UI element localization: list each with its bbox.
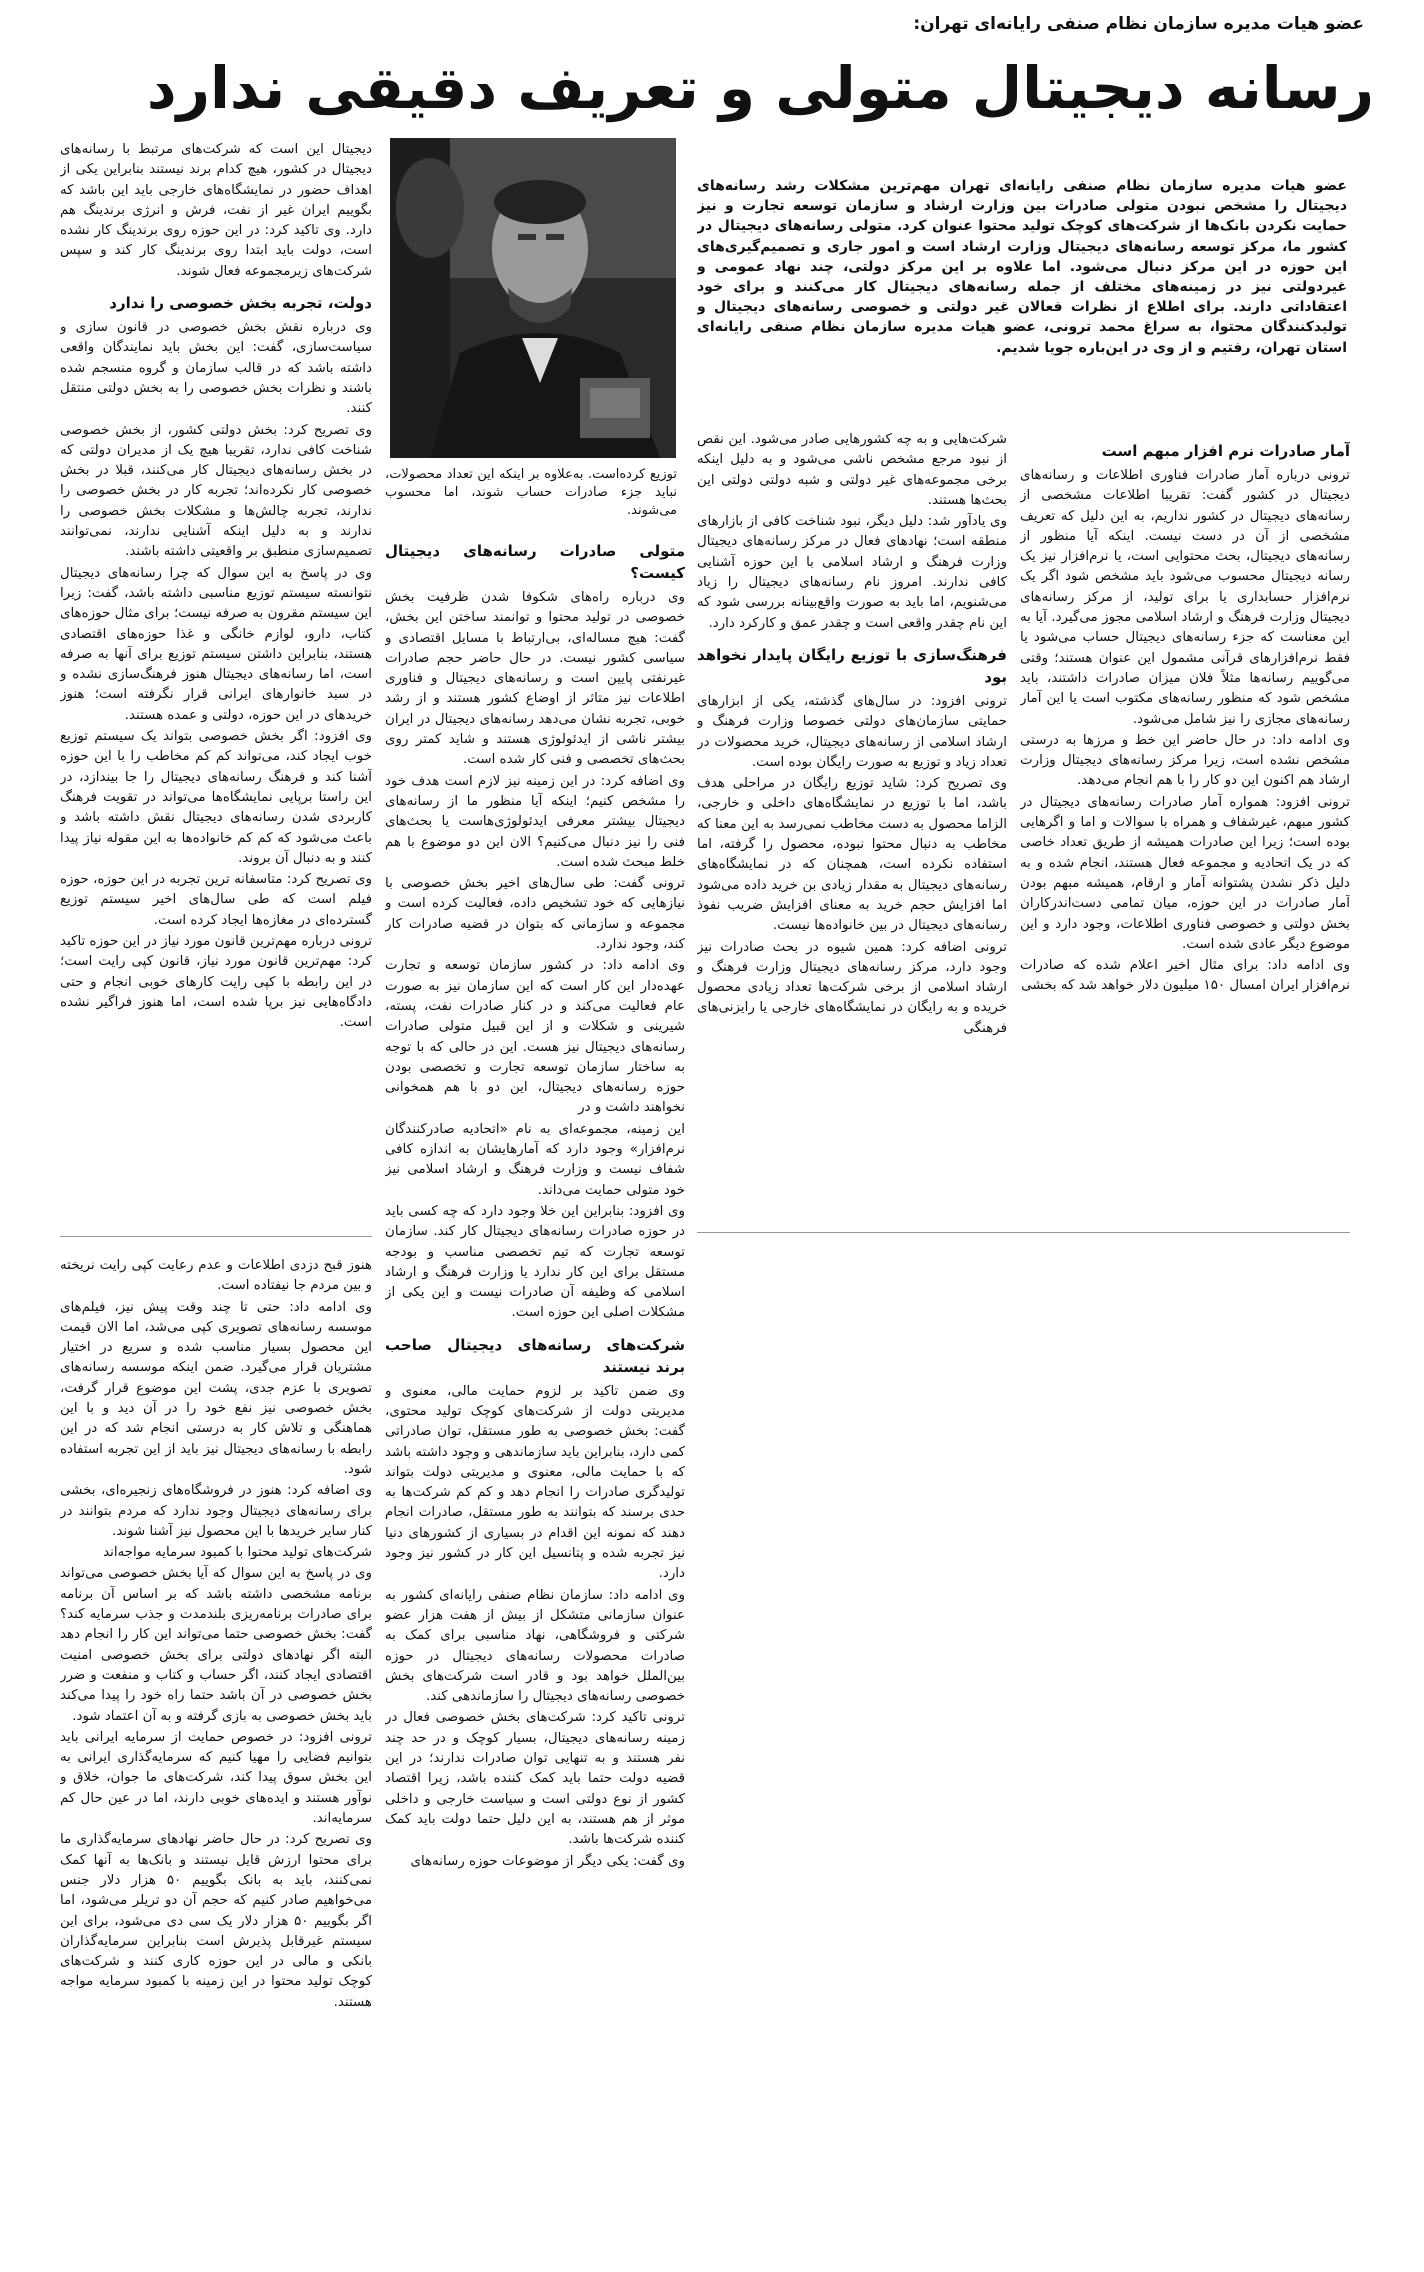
section-heading: متولی صادرات رسانه‌های دیجیتال کیست؟ bbox=[385, 542, 685, 582]
paragraph: این زمینه، مجموعه‌ای به نام «اتحادیه صادرکنندگان نرم‌افزار» وجود دارد که آمارهایشان به اندازه کافی شفاف نیست و وزارت فرهنگ و ارشاد اسلامی نیز خود متولی حمایت می‌داند. bbox=[385, 1121, 685, 1198]
article-kicker: عضو هیات مدیره سازمان نظام صنفی رایانه‌ای تهران: bbox=[913, 14, 1364, 34]
paragraph: ترونی افزود: در خصوص حمایت از سرمایه ایرانی باید بتوانیم فضایی را مهیا کنیم که سرمایه‌گذاری ایرانی به این بخش سوق پیدا کند، شرکت‌های ما جوان، خلاق و نوآور هستند و ایده‌های خوبی دارند، اما در عین حال کم سرمایه‌اند. bbox=[60, 1729, 372, 1827]
paragraph: وی اضافه کرد: در این زمینه نیز لازم است هدف خود را مشخص کنیم؛ اینکه آیا منظور ما از رسانه‌های دیجیتال بیشتر معرفی ایدئولوژی‌هاست یا بحث‌های فنی را نیز دنبال می‌کنیم؟ الان این دو موضوع با هم خلط مبحث شده است. bbox=[385, 773, 685, 870]
paragraph: وی تصریح کرد: شاید توزیع رایگان در مراحلی هدف باشد، اما با توزیع در نمایشگاه‌های داخلی و خارجی، الزاما محصول به دست مخاطب نمی‌رسد به این معنا که مخاطب به دنبال محتوا نبوده، محصول را گرفته، اما استفاده نکرده است، همچنان که در نمایشگاه‌های رسانه‌های دیجیتال به مقدار زیادی بن خرید داده می‌شود اما افزایش حجم خرید به معنای افزایش ضریب نفوذ رسانه‌های دیجیتال در بین خانواده‌ها نیست. bbox=[697, 776, 1007, 934]
paragraph: ترونی درباره آمار صادرات فناوری اطلاعات و رسانه‌های دیجیتال در کشور گفت: تقریبا اطلاعات مشخصی از رسانه‌های دیجیتال در کشور نداریم، به این دلیل که تعریف مشخصی از آن در دست نیست. اینکه آیا منظور از رسانه‌های دیجیتال، بحث محتوایی است، یا نرم‌افزار نیز یک رسانه دیجیتال محسوب می‌شود باید مشخص شود اگر یک نرم‌افزار حسابداری یا برای تولید، از مرکز رسانه‌های دیجیتال وزارت فرهنگ و ارشاد اسلامی مجوز می‌گیرد. آیا به این معناست که جزء رسانه‌های دیجیتال حساب می‌شود یا فقط نرم‌افزارهای قرآنی مشمول این عنوان هستند؛ وقتی می‌گوییم رسانه‌ها مثلاً فلان میزان صادرات داشتند، باید مشخص شود که منظور رسانه‌های مکتوب است یا این آمار رسانه‌های مجازی را نیز شامل می‌شود. bbox=[1020, 468, 1350, 727]
portrait-illustration bbox=[390, 138, 676, 458]
section-heading: شرکت‌های رسانه‌های دیجیتال صاحب برند نیستند bbox=[385, 1335, 685, 1376]
column-4-bottom bbox=[60, 1256, 372, 2250]
paragraph: وی گفت: یکی دیگر از موضوعات حوزه رسانه‌های bbox=[410, 1853, 685, 1869]
paragraph: وی درباره راه‌های شکوفا شدن ظرفیت بخش خصوصی در تولید محتوا و توانمند ساختن این بخش، گفت: هیچ مساله‌ای، بی‌ارتباط با مسایل اقتصادی و سیاسی کشور نیست. در حال حاضر حجم صادرات غیرنفتی پایین است و رسانه‌های دیجیتال و فناوری اطلاعات نیز متاثر از اوضاع کشور هستند و از رشد خوبی، تجربه نشان می‌دهد رسانه‌های دیجیتال در ایران بیشتر ناشی از ایدئولوژی هستند و شاید کمتر روی بحث‌های تخصصی و فنی کار شده است. bbox=[385, 590, 685, 768]
paragraph: وی تصریح کرد: بخش دولتی کشور، از بخش خصوصی شناخت کافی ندارد، تقریبا هیچ یک از مدیران دولتی که در بخش رسانه‌های دیجیتال کار می‌کنند، قبلا در بخش خصوصی کار نکرده‌اند؛ تجربه کار در بخش خصوصی را ندارند، تجربه چالش‌ها و مشکلات بخش خصوصی را ندارند و به دلیل اینکه آشنایی ندارند، نمی‌توانند تصمیم‌سازی منطبق بر واقعیتی داشته باشند. bbox=[60, 422, 372, 560]
paragraph: وی در پاسخ به این سوال که چرا رسانه‌های دیجیتال نتوانسته سیستم توزیع مناسبی داشته باشد، گفت: زیرا این سیستم مقرون به صرفه نیست؛ برای مثال حوزه‌های کتاب، دارو، لوازم خانگی و غذا حوزه‌های اقتصادی هستند، بنابراین داشتن سیستم توزیع برای آنها به صرفه است، اما رسانه‌های دیجیتال هنوز فرهنگ‌سازی نشده و در سبد خانوارهای ایرانی قرار نگرفته است؛ هنوز خریدهای در این حوزه، دولتی و عمده هستند. bbox=[60, 565, 372, 723]
paragraph: وی ادامه داد: در کشور سازمان توسعه و تجارت عهده‌دار این کار است که این سازمان نیز به صورت عام فعالیت می‌کند و در کنار صادرات نفت، پسته، شیرینی و شکلات و از این قبیل متولی صادرات رسانه‌های دیجیتال نیز هست. این در حالی که با توجه به ساختار سازمان توسعه تجارت و تخصصی بودن حوزه رسانه‌های دیجیتال، این دو با هم همخوانی نخواهند داشت و در bbox=[385, 958, 685, 1116]
paragraph: ترونی افزود: در سال‌های گذشته، یکی از ابزارهای حمایتی سازمان‌های دولتی خصوصا وزارت فرهنگ و ارشاد اسلامی از رسانه‌های دیجیتال، خرید محصولات در تعداد زیاد و توزیع به صورت رایگان بوده است. bbox=[697, 693, 1007, 770]
paragraph: شرکت‌های تولید محتوا با کمبود سرمایه مواجه‌اند bbox=[103, 1545, 372, 1561]
paragraph: وی ادامه داد: برای مثال اخیر اعلام شده که صادرات نرم‌افزار ایران امسال ۱۵۰ میلیون دلار خواهد شد که بخشی bbox=[1020, 958, 1350, 994]
paragraph: وی در پاسخ به این سوال که آیا بخش خصوصی می‌تواند برنامه مشخصی داشته باشد که بر اساس آن برنامه برای صادرات برنامه‌ریزی بلندمدت و جذب سرمایه کند؟ گفت: بخش خصوصی حتما می‌تواند این کار را انجام دهد البته اگر نهادهای دولتی برای بخش خصوصی امنیت اقتصادی ایجاد کنند، اگر حساب و کتاب و منفعت و ضرر بخش خصوصی در آن باشد حتما راه خود را پیدا می‌کند باید بخش خصوصی به بازی گرفته و به آن اعتماد شود. bbox=[60, 1566, 372, 1724]
paragraph: ترونی اضافه کرد: همین شیوه در بحث صادرات نیز وجود دارد، مرکز رسانه‌های دیجیتال وزارت فرهنگ و ارشاد اسلامی از برخی شرکت‌ها تعداد زیادی محصول خریده و به رایگان در نمایشگاه‌های خارجی یا رایزنی‌های فرهنگی bbox=[697, 939, 1007, 1036]
paragraph: وی افزود: بنابراین این خلا وجود دارد که چه کسی باید در حوزه صادرات رسانه‌های دیجیتال کار کند. سازمان توسعه تجارت که تیم تخصصی مناسب و بودجه مستقل برای این کار ندارد یا وزارت فرهنگ و ارشاد اسلامی که وظیفه آن صادرات نیست و این یکی از مشکلات اصلی این حوزه است. bbox=[385, 1203, 685, 1321]
paragraph: وی تصریح کرد: در حال حاضر نهادهای سرمایه‌گذاری ما برای محتوا ارزش قایل نیستند و بانک‌ها به آنها کمک نمی‌کنند، باید به بانک بگوییم ۵۰ هزار دلار جنس می‌خواهیم صادر کنیم که حجم آن دو تریلر می‌شود، اما اگر بگوییم ۵۰ هزار دلار یک سی دی می‌شود، برای این سیستم غیرقابل پذیرش است بنابراین سرمایه‌گذاران بانکی و مالی در این حوزه کاری کنند و شرکت‌های کوچک تولید محتوا در این زمینه با کمبود سرمایه مواجه هستند. bbox=[60, 1832, 372, 2010]
article-lead: عضو هیات مدیره سازمان نظام صنفی رایانه‌ای تهران مهم‌ترین مشکلات رشد رسانه‌های دیجیتال را مشخص نبودن متولی صادرات بین وزارت ارشاد و سازمان توسعه تجارت و نیز حمایت نکردن بانک‌ها از شرکت‌های کوچک تولید محتوا عنوان کرد. متولی رسانه‌های دیجیتال در کشور ما، مرکز توسعه رسانه‌های دیجیتال وزارت ارشاد است و امور جاری و تصمیم‌گیری‌های این حوزه در این مرکز دنبال می‌شود. اما علاوه بر این مرکز دولتی، چند نهاد عمومی و غیردولتی نیز در زمینه‌های مختلف از جمله رسانه‌های دیجیتال کار می‌کنند و برای خود اعتقاداتی دارند. برای اطلاع از نظرات فعالان غیر دولتی و خصوصی رسانه‌های دیجیتال و تولیدکنندگان محتوا، به سراغ محمد ترونی، عضو هیات مدیره سازمان نظام صنفی رایانه‌ای استان تهران، رفتیم و از وی در این‌باره جویا شدیم. bbox=[697, 178, 1347, 356]
column-divider bbox=[697, 1232, 1350, 1233]
paragraph: هنوز قبح دزدی اطلاعات و عدم رعایت کپی رایت نریخته و بین مردم جا نیفتاده است. bbox=[60, 1258, 372, 1294]
column-4-top bbox=[60, 140, 372, 1225]
paragraph: ترونی گفت: طی سال‌های اخیر بخش خصوصی با نیازهایی که خود تشخیص داده، فعالیت کرده است و مجموعه و سازمانی که بتوان در قضیه صادرات کار کند، وجود ندارد. bbox=[385, 876, 685, 953]
column-2 bbox=[697, 430, 1007, 1220]
photo-caption: توزیع کرده‌است. به‌علاوه بر اینکه این تعداد محصولات، نباید جزء صادرات حساب شوند، اما محسوب می‌شوند. bbox=[385, 467, 677, 518]
paragraph: وی افزود: اگر بخش خصوصی بتواند یک سیستم توزیع خوب ایجاد کند، می‌تواند کم کم مخاطب را با این حوزه آشنا کند و فرهنگ رسانه‌های دیجیتال را جا بیندازد، در این راستا برپایی نمایشگاه‌ها می‌تواند در تقویت فرهنگ کاربردی شدن رسانه‌های دیجیتال نقش داشته باشد و باعث می‌شود که کم کم خانواده‌ها به این مقوله نیاز پیدا کنند و به دنبال آن بروند. bbox=[60, 729, 372, 866]
paragraph: وی درباره نقش بخش خصوصی در قانون سازی و سیاست‌سازی، گفت: این بخش باید نمایندگان واقعی داشته باشد که در قالب سازمان و گروه منسجم شده باشند و نظرات بخش خصوصی را به بخش دولتی منتقل کنند. bbox=[60, 320, 372, 417]
paragraph: وی ادامه داد: حتی تا چند وقت پیش نیز، فیلم‌های موسسه رسانه‌های تصویری کپی می‌شد، اما الان قیمت این محصول بسیار مناسب شده و سریع در اختیار مشتریان قرار می‌گیرد. ضمن اینکه موسسه رسانه‌های تصویری با عزم جدی، پشت این موضوع قرار گرفت، بخش خصوصی نیز نفع خود را در آن دید و با این هماهنگی و تلاش کار به درستی انجام شد که در این رابطه با رسانه‌های دیجیتال نیز باید از این تجربه استفاده شود. bbox=[60, 1299, 372, 1477]
article-headline: رسانه دیجیتال متولی و تعریف دقیقی ندارد bbox=[146, 54, 1374, 122]
paragraph: ترونی تاکید کرد: شرکت‌های بخش خصوصی فعال در زمینه رسانه‌های دیجیتال، بسیار کوچک و در حد چند نفر هستند و به تنهایی توان صادرات ندارند؛ در این قضیه دولت حتما باید کمک کننده باشد، زیرا اقتصاد کشور از نوع دولتی است و سیاست خارجی و داخلی موثر از هم هستند، به این دلیل حتما دولت باید کمک کننده شرکت‌ها باشد. bbox=[385, 1710, 685, 1848]
paragraph: دیجیتال این است که شرکت‌های مرتبط با رسانه‌های دیجیتال در کشور، هیچ کدام برند نیستند بنابراین یکی از اهداف حضور در نمایشگاه‌های خارجی باید این باشد که بگوییم ایران غیر از نفت، فرش و انرژی برندینگ هم دارد. وی تاکید کرد: در این حوزه روی برندینگ کار نشده است، دولت باید ابتدا روی برندینگ کار کند و سپس شرکت‌های زیرمجموعه فعال شوند. bbox=[60, 142, 372, 279]
paragraph: ترونی افزود: همواره آمار صادرات رسانه‌های دیجیتال در کشور مبهم، غیرشفاف و همراه با سوالات و اما و اگرهایی بوده است؛ زیرا این صادرات همیشه از طریق تعداد خاصی که در یک اتحادیه و مجموعه فعال هستند، انجام شده و به دلیل ذکر نشدن پشتوانه آمار و ارقام، همیشه مبهم بودن آمار صادرات در این حوزه، میان تمامی دست‌اندرکاران بخش دولتی و خصوصی فناوری اطلاعات، وجود دارد و این موضوع دیگر عادی شده است. bbox=[1020, 794, 1350, 952]
paragraph: ترونی درباره مهم‌ترین قانون مورد نیاز در این حوزه تاکید کرد: مهم‌ترین قانون مورد نیاز، قانون کپی رایت است؛ در این رابطه با کپی رایت کارهای خوبی انجام و حتی دادگاه‌هایی نیز برپا شده است، اما هنوز فراگیر نشده است. bbox=[60, 933, 372, 1031]
section-heading: دولت، تجربه بخش خصوصی را ندارد bbox=[109, 294, 372, 313]
section-heading: آمار صادرات نرم افزار مبهم است bbox=[1101, 442, 1350, 460]
paragraph: وی ادامه داد: سازمان نظام صنفی رایانه‌ای کشور به عنوان سازمانی متشکل از بیش از هفت هزار عضو شرکتی و فروشگاهی، نهاد مناسبی برای کمک به صادرات محصولات رسانه‌های دیجیتال در حوزه بین‌الملل خواهد بود و قادر است شرکت‌های بخش خصوصی رسانه‌های دیجیتال را سازماندهی کند. bbox=[385, 1587, 685, 1705]
paragraph: وی تصریح کرد: متاسفانه ترین تجربه در این حوزه، حوزه فیلم است که طی سال‌های اخیر سیستم توزیع گسترده‌ای در مغازه‌ها ایجاد کرده است. bbox=[60, 872, 372, 928]
section-heading: فرهنگ‌سازی با توزیع رایگان پایدار نخواهد بود bbox=[697, 645, 1007, 686]
column-divider bbox=[60, 1236, 372, 1237]
interviewee-photo bbox=[390, 138, 676, 458]
paragraph: شرکت‌هایی و به چه کشورهایی صادر می‌شود. این نقص از نبود مرجع مشخص ناشی می‌شود و به دلیل اینکه برخی مجموعه‌های غیر دولتی و شبه دولتی دولتی این بحث‌ها هستند. bbox=[697, 432, 1007, 508]
paragraph: وی ضمن تاکید بر لزوم حمایت مالی، معنوی و مدیریتی دولت از شرکت‌های کوچک تولید محتوی، گفت: بخش خصوصی به طور مستقل، توان صادراتی کمی دارد، بنابراین باید سازماندهی و وجود داشته باشد که با حمایت مالی، معنوی و مدیریتی دولت بتواند تولیدگری صادرات را انجام دهد و کم کم شرکت‌ها به حدی برسند که بتوانند به طور مستقل، صادرات انجام دهند که نمونه این اقدام در بسیاری از کشورهای دنیا نیز تجربه شده و پتانسیل این کار در کشور نیز وجود دارد. bbox=[385, 1383, 685, 1582]
column-3 bbox=[385, 530, 685, 2250]
paragraph: وی اضافه کرد: هنوز در فروشگاه‌های زنجیره‌ای، بخشی برای رسانه‌های دیجیتال وجود ندارد که مردم بتوانند در کنار سایر خریدها با این محصول نیز آشنا شوند. bbox=[60, 1483, 372, 1539]
column-1 bbox=[1020, 430, 1350, 1220]
paragraph: وی ادامه داد: در حال حاضر این خط و مرزها به درستی مشخص نشده است، زیرا مرکز رسانه‌های دیجیتال وزارت ارشاد هم اکنون این دو کار را با هم انجام می‌دهد. bbox=[1020, 732, 1350, 789]
paragraph: وی یادآور شد: دلیل دیگر، نبود شناخت کافی از بازارهای منطقه است؛ نهادهای فعال در مرکز رسانه‌های دیجیتال وزارت فرهنگ و ارشاد اسلامی با این حوزه آشنایی کافی ندارند. امروز نام رسانه‌های دیجیتال را زیاد می‌شنویم، اما باید به صورت واقع‌بینانه بررسی شود که این نام چقدر واقعی است و چقدر عمق و کارکرد دارد. bbox=[697, 514, 1007, 631]
